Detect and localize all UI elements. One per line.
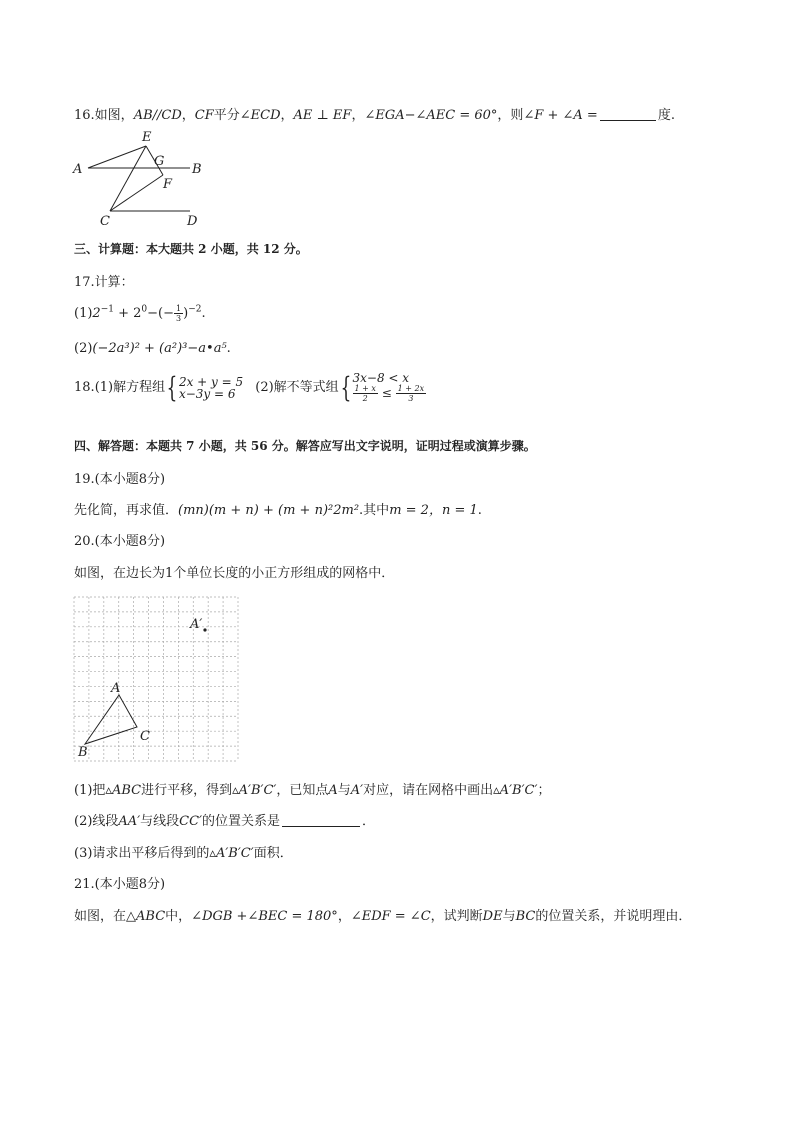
q17-part2: (2)(−2a³)² + (a²)³−a•a⁵. [74,341,231,356]
label-B: B [192,162,202,177]
label-A: A [73,162,83,177]
q16-text: 16.如图，AB//CD，CF平分∠ECD，AE ⊥ EF，∠EGA−∠AEC = 60°，则∠F + ∠A = 度. [74,108,675,123]
label-b: B [78,745,88,760]
label-a: A [111,681,121,696]
label-c: C [140,729,150,744]
q20-title: 20.(本小题8分) [74,534,166,549]
q20-part2: (2)线段AA′与线段CC′的位置关系是 ． [74,814,376,829]
q16-figure [70,128,210,228]
q20-grid-figure [74,597,238,761]
q20-part1: (1)把▵ABC进行平移，得到▵A′B′C′，已知点A与A′对应，请在网格中画出▵A′B′C′； [74,783,551,798]
label-C: C [100,214,110,229]
label-D: D [187,214,198,229]
q19-title: 19.(本小题8分) [74,472,166,487]
label-E: E [142,130,152,145]
q17-title: 17.计算： [74,275,134,290]
section-3-heading: 三、计算题：本大题共 2 小题，共 12 分。 [74,242,308,256]
point-a-prime [203,628,206,631]
answer-blank[interactable] [600,120,656,121]
fraction: $\frac{1}{3}$ [176,304,182,323]
label-a-prime: A′ [190,617,203,632]
q21-title: 21.(本小题8分) [74,877,166,892]
answer-blank[interactable] [282,826,360,827]
equation-system: 2x + y = 5 x−3y = 6 [178,374,244,401]
q20-intro: 如图，在边长为1个单位长度的小正方形组成的网格中． [74,566,395,581]
q20-part3: (3)请求出平移后得到的▵A′B′C′面积． [74,846,293,861]
label-F: F [163,177,173,192]
q18: 18.(1)解方程组{ 2x + y = 5 x−3y = 6 (2)解不等式组{ 3x−8 < x $\frac{1 + x}{2}$ ≤ $\frac{1 + 2x}{3}$ [74,370,425,404]
section-4-heading: 四、解答题：本题共 7 小题，共 56 分。解答应写出文字说明，证明过程或演算步骤。 [74,439,536,453]
q17-part1: $(1)2^{-1} + 2^0-(-$ $\frac{1}{3}$ )$^{-2}$. [74,304,206,323]
q21-text: 如图，在△ABC中，∠DGB +∠BEC = 180°，∠EDF = ∠C，试判断DE与BC的位置关系，并说明理由． [74,909,692,924]
q19-text: 先化简，再求值．(mn)(m + n) + (m + n)²2m².其中m = 2，n = 1. [74,503,482,518]
label-G: G [154,154,165,169]
inequality-system: 3x−8 < x $\frac{1 + x}{2}$ ≤ $\frac{1 + 2x}{3}$ [352,371,425,403]
triangle-abc [85,695,137,744]
